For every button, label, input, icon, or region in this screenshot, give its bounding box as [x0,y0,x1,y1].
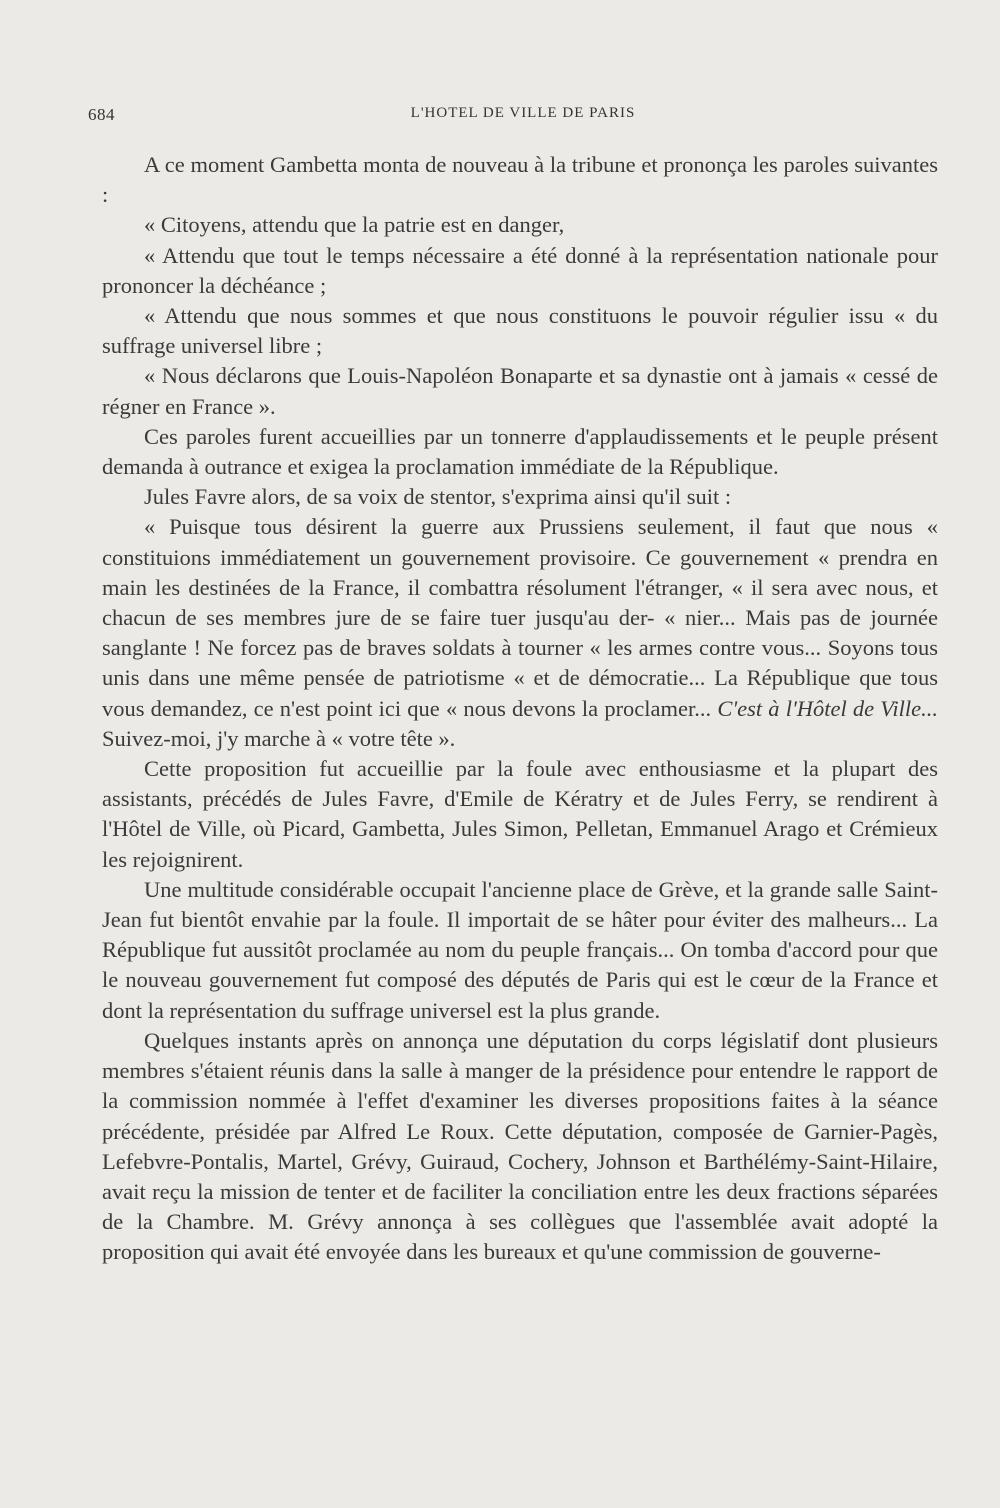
paragraph: « Attendu que nous sommes et que nous constituons le pouvoir régulier issu « du suffrage universel libre ; [102,303,938,359]
quote-italic: C'est à l'Hôtel de Ville... [717,695,938,721]
paragraph: Une multitude considérable occupait l'ancienne place de Grève, et la grande salle Saint-Jean fut bientôt envahie par la foule. Il importait de se hâter pour éviter des malheurs... La République fut aussitôt proclamée au nom du peuple français... On tomba d'accord pour que le nouveau gouvernement fut composé des députés de Paris qui est le cœur de la France et dont la représentation du suffrage universel est la plus grande. [102,876,938,1023]
paragraph: « Attendu que tout le temps nécessaire a été donné à la représentation nationale pour prononcer la déchéance ; [102,242,938,298]
quote-text-end: Suivez-moi, j'y marche à « votre tête ». [102,725,456,751]
quote-text: « Puisque tous désirent la guerre aux Prussiens seulement, il faut que nous « constituions immédiatement un gouvernement provisoire. Ce gouvernement « prendra en main les destinées de la France, il combattra résolument l'étranger, « il sera avec nous, et chacun de ses membres jure de se faire tuer jusqu'au der- « nier... Mais pas de journée sanglante ! Ne forcez pas de braves soldats à tourner « les armes contre vous... Soyons tous unis dans une même pensée de patriotisme « et de démocratie... La République que tous vous demandez, ce n'est point ici que « nous devons la proclamer... [102,514,938,721]
paragraph: Cette proposition fut accueillie par la foule avec enthousiasme et la plupart des assistants, précédés de Jules Favre, d'Emile de Kératry et de Jules Ferry, se rendirent à l'Hôtel de Ville, où Picard, Gambetta, Jules Simon, Pelletan, Emmanuel Arago et Crémieux les rejoignirent. [102,756,938,872]
paragraph: A ce moment Gambetta monta de nouveau à la tribune et prononça les paroles suivantes : [102,152,938,208]
paragraph: Quelques instants après on annonça une députation du corps législatif dont plusieurs membres s'étaient réunis dans la salle à manger de la présidence pour entendre le rapport de la commission nommée à l'effet d'examiner les diverses propositions faites à la séance précédente, présidée par Alfred Le Roux. Cette députation, composée de Garnier-Pagès, Lefebvre-Pontalis, Martel, Grévy, Guiraud, Cochery, Johnson et Barthélémy-Saint-Hilaire, avait reçu la mission de tenter et de faciliter la conciliation entre les deux fractions séparées de la Chambre. M. Grévy annonça à ses collègues que l'assemblée avait adopté la proposition qui avait été envoyée dans les bureaux et qu'une commission de gouverne- [102,1027,938,1265]
body-text [102,150,938,1268]
paragraph: Ces paroles furent accueillies par un tonnerre d'applaudissements et le peuple présent demanda à outrance et exigea la proclamation immédiate de la République. [102,423,938,480]
page-header [88,105,938,133]
favre-quote [102,512,938,754]
page-number: 684 [88,105,115,124]
running-title: L'HOTEL DE VILLE DE PARIS [410,105,636,121]
paragraph: « Citoyens, attendu que la patrie est en danger, [144,212,565,238]
paragraph: « Nous déclarons que Louis-Napoléon Bonaparte et sa dynastie ont à jamais « cessé de régner en France ». [102,363,938,419]
paragraph: Jules Favre alors, de sa voix de stentor, s'exprima ainsi qu'il suit : [144,484,732,510]
